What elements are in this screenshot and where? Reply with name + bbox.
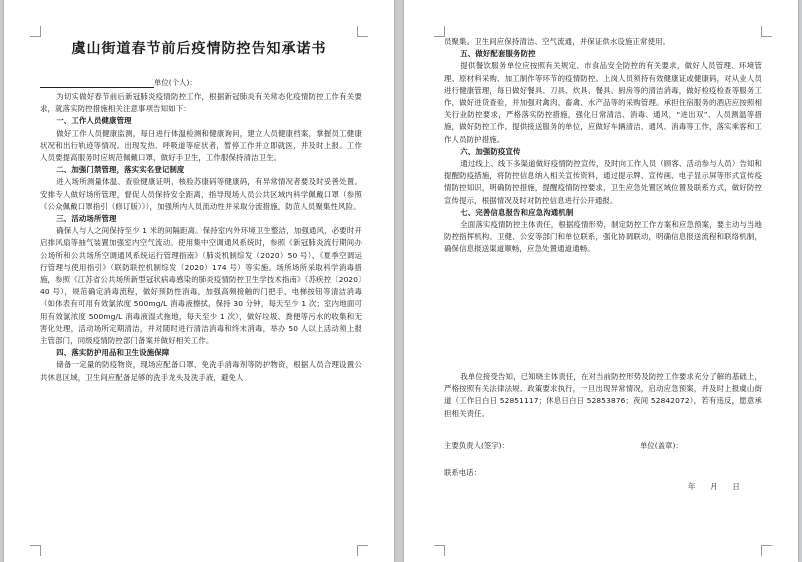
page-corner-mark xyxy=(434,545,445,556)
signature-responsible-person: 主要负责人(签字)： xyxy=(444,441,509,450)
section-heading: 七、完善信息报告和应急沟通机制 xyxy=(460,207,574,217)
document-page-right xyxy=(404,0,798,562)
page-corner-mark xyxy=(357,26,368,37)
page-corner-mark xyxy=(30,545,41,556)
right-page-body xyxy=(444,36,762,256)
body-paragraph: 全面落实疫情防控主体责任，根据疫情形势，制定防控工作方案和应急预案，要主动与当地防控指挥机构、卫健、公安等部门和单位联系，强化协调联动，明确信息报送流程和联络机制，确保信息报送渠道顺畅，应急处置通道通畅。 xyxy=(444,220,762,254)
left-page-body xyxy=(40,91,362,384)
section-heading: 六、加强防疫宣传 xyxy=(460,146,521,156)
page-corner-mark xyxy=(30,26,41,37)
body-paragraph: 通过线上、线下多渠道做好疫情防控宣传，及时向工作人员（顾客、活动参与人员）告知和提醒防疫措施，将防控信息纳入相关宣传资料，通过提示牌、宣传画、电子显示屏等形式宣传疫情防控知识，明确防控措施，提醒疫情防控要求，卫生应急处置区域位置及联系方式，做好防控宣传提示，根据情况及时对防控信息进行公开通报。 xyxy=(444,159,762,205)
document-page-left xyxy=(4,0,394,562)
page-corner-mark xyxy=(357,545,368,556)
page-corner-mark xyxy=(761,545,772,556)
body-paragraph: 员聚集。卫生间应保持清洁、空气流通，并保证供水设施正常使用。 xyxy=(444,37,671,46)
body-paragraph: 储备一定量的防疫物资，现场应配备口罩、免洗手消毒剂等防护物资，根据人员合理设置公共休息区域，卫生间应配备足够的洗手龙头及洗手液，避免人 xyxy=(40,360,362,382)
section-heading: 四、落实防护用品和卫生设施保障 xyxy=(56,348,170,358)
section-heading: 二、加强门禁管理，落实实名登记制度 xyxy=(56,165,185,175)
body-paragraph: 做好工作人员健康监测，每日进行体温检测和健康询问，建立人员健康档案，掌握员工健康状况和出行轨迹等情况。出现发热、呼吸道等症状者，暂停工作并立即就医，并及时上报。工作人员要提高服务时应规范佩戴口罩，做好手卫生，工作服保持清洁卫生。 xyxy=(40,128,362,163)
body-paragraph: 提供餐饮服务单位应按照有关规定、市食品安全防控的有关要求，做好人员管理、环境管理、原材料采购、加工制作等环节的疫情防控。上岗人员须持有效健康证或健康码，对从业人员进行健康管理，每日做好餐具、刀具、炊具、餐具、厨房等的清洁消毒，做好检疫检查等服务工作，做好进货查验，并加强对禽肉、畜禽、水产品等的采购管理。承担住宿服务的酒店应按照相关行业防控要求，严格落实防控措施，强化日常清洁、消毒、通风，“进出双”、人员测温等措施，做好防控工作。提供接送服务的单位，应做好车辆清洁、通风、消毒等工作，落实乘客和工作人员防护措施。 xyxy=(444,61,762,144)
unit-line xyxy=(40,77,197,88)
unit-blank-underline xyxy=(40,78,154,88)
commitment-paragraph: 我单位接受告知，已知晓主体责任，在对当前防控形势及防控工作要求充分了解的基础上，严格按照有关法律法规、政策要求执行，一旦出现异常情况，启动应急预案，并及时上报虞山街道（工作日白日 52851117；休息日白日 52853876；夜间 52842072），若有违反，愿意承担相关责任。 xyxy=(444,372,762,418)
signature-unit-seal: 单位(盖章)： xyxy=(640,441,683,450)
body-paragraph: 进入场所测量体温、查验健康证明，核验苏康码等健康码，有异常情况者要及时妥善处置。安排专人做好场所管理，督促人员保持安全距离，指导现场人员公共区域内科学佩戴口罩（参照《公众佩戴口罩指引（修订版）》），加强所内人员流动性并采取分流措施，防范人员聚集性风险。 xyxy=(40,177,362,211)
section-heading: 三、活动场所管理 xyxy=(56,214,117,224)
section-heading: 五、做好配套服务防控 xyxy=(460,49,536,59)
body-paragraph: 确保人与人之间保持至少 1 米的间隔距离。保持室内外环境卫生整洁，加强通风，必要时开启排风扇等抽气装置加强室内空气流动。使用集中空调通风系统时，参照《新冠肺炎流行期间办公场所和公共场所空调通风系统运行管理指南》（肺炎机制综发（2020）50 号）、《夏季空调运行管理与使用指引》（联防联控机制综发（2020）174 号）等实施。场所场所采取科学消毒措施，参照《江苏省公共场所新型冠状病毒感染的肺炎疫情防控卫生学技术指南》（苏疾控〔2020〕40 号），规范确定消毒流程，做好预防性消毒，加强高频接触的门把手、电梯按钮等清洁消毒（如体表有可用有效氯浓度 500mg/L 消毒液擦拭，保持 30 分钟，每天至少 1 次；室内地面可用有效氯浓度 500mg/L 消毒液湿式拖地，每天至少 1 次），做好垃圾、粪便等污水的收集和无害化处理，活动场所定期清洁，并对随时进行清洁消毒和终末消毒，举办 50 人以上活动须上报主管部门，同级疫情防控部门备案并做好相关工作。 xyxy=(40,226,362,346)
contact-phone-label: 联系电话： xyxy=(444,468,481,477)
page-corner-mark xyxy=(761,26,772,37)
unit-label: 单位(个人)： xyxy=(154,78,197,87)
document-title: 虞山街道春节前后疫情防控告知承诺书 xyxy=(71,41,327,57)
body-paragraph: 为切实做好春节前后新冠肺炎疫情防控工作，根据新冠肺炎有关常态化疫情防控工作有关要求，就落实防控措施相关注意事项告知如下： xyxy=(40,92,362,114)
signature-date: 年 月 日 xyxy=(688,482,740,491)
section-heading: 一、工作人员健康管理 xyxy=(56,116,132,126)
